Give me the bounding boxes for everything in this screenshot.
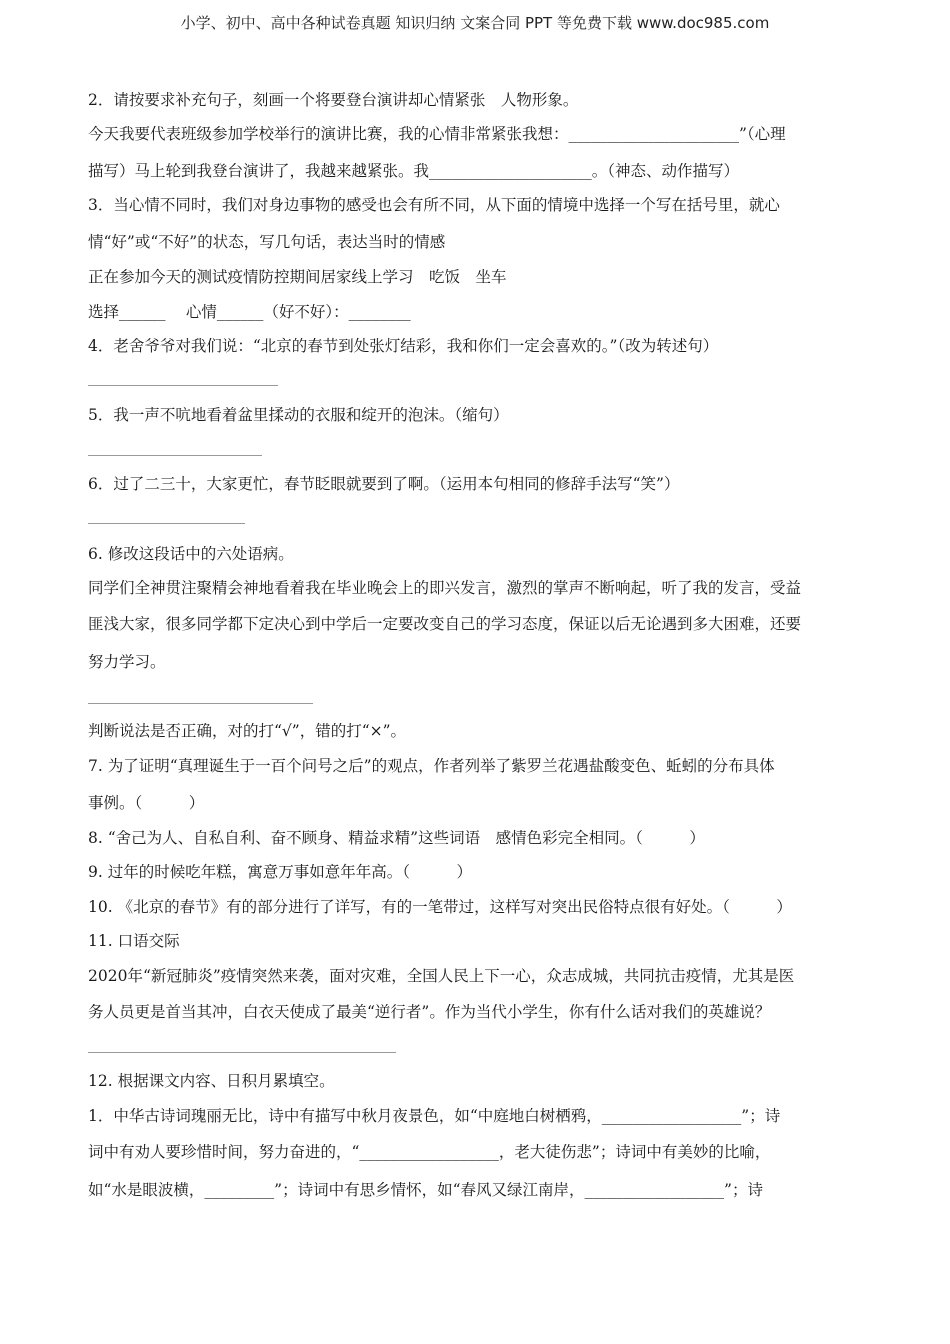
question-12-text-c: 如“水是眼波横，_________”；诗词中有思乡情怀，如“春风又绿江南岸，__________________”；诗 xyxy=(88,1181,763,1199)
paragraph-line-3: 努力学习。 xyxy=(88,653,166,671)
question-12-text-b: 词中有劝人要珍惜时间，努力奋进的，“__________________，老大徒伤悲”；诗词中有美妙的比喻， xyxy=(88,1143,771,1161)
question-10: 10. 《北京的春节》有的部分进行了详写，有的一笔带过，这样写对突出民俗特点很有好处。（ ） xyxy=(88,898,792,916)
question-3-answer: 选择______ 心情______（好不好）：________ xyxy=(88,303,411,321)
answer-line-11 xyxy=(88,1052,396,1053)
question-11-text-b: 务人员更是首当其冲，白衣天使成了最美“逆行者”。作为当代小学生，你有什么话对我们的英雄说？ xyxy=(88,1003,771,1021)
question-2-text-b: 描写）马上轮到我登台演讲了，我越来越紧张。我_____________________。（神态、动作描写） xyxy=(88,162,740,180)
answer-line-5 xyxy=(88,455,262,456)
question-3-options: 正在参加今天的测试疫情防控期间居家线上学习 吃饭 坐车 xyxy=(88,268,507,286)
paragraph-line-1: 同学们全神贯注聚精会神地看着我在毕业晚会上的即兴发言，激烈的掌声不断响起，听了我的发言，受益 xyxy=(88,579,802,597)
question-2: 2．请按要求补充句子，刻画一个将要登台演讲却心情紧张 人物形象。 xyxy=(88,91,579,109)
question-7: 7. 为了证明“真理诞生于一百个问号之后”的观点，作者列举了紫罗兰花遇盐酸变色、蚯蚓的分布具体 xyxy=(88,757,775,775)
question-11-text-a: 2020年“新冠肺炎”疫情突然来袭，面对灾难，全国人民上下一心，众志成城，共同抗击疫情，尤其是医 xyxy=(88,967,795,985)
judge-instruction: 判断说法是否正确，对的打“√”，错的打“×”。 xyxy=(88,722,407,740)
question-8: 8. “舍己为人、自私自利、奋不顾身、精益求精”这些词语 感情色彩完全相同。（ ） xyxy=(88,829,705,847)
question-6b: 6. 修改这段话中的六处语病。 xyxy=(88,545,294,563)
answer-line-6b xyxy=(88,703,313,704)
page-header: 小学、初中、高中各种试卷真题 知识归纳 文案合同 PPT 等免费下载 www.doc985.com xyxy=(180,14,770,32)
answer-line-4 xyxy=(88,385,278,386)
question-11: 11. 口语交际 xyxy=(88,932,180,950)
answer-line-6 xyxy=(88,523,245,524)
question-3: 3．当心情不同时，我们对身边事物的感受也会有所不同，从下面的情境中选择一个写在括号里，就心 xyxy=(88,196,780,214)
question-7-cont: 事例。（ ） xyxy=(88,794,205,812)
question-2-text-a: 今天我要代表班级参加学校举行的演讲比赛，我的心情非常紧张我想：______________________”（心理 xyxy=(88,125,786,143)
question-5: 5．我一声不吭地看着盆里揉动的衣服和绽开的泡沫。（缩句） xyxy=(88,406,509,424)
question-4: 4．老舍爷爷对我们说：“北京的春节到处张灯结彩，我和你们一定会喜欢的。”（改为转述句） xyxy=(88,337,719,355)
question-3-cont: 情“好”或“不好”的状态，写几句话，表达当时的情感 xyxy=(88,233,446,251)
question-9: 9. 过年的时候吃年糕，寓意万事如意年年高。（ ） xyxy=(88,863,472,881)
paragraph-line-2: 匪浅大家，很多同学都下定决心到中学后一定要改变自己的学习态度，保证以后无论遇到多大困难，还要 xyxy=(88,615,802,633)
question-12-text-a: 1．中华古诗词瑰丽无比，诗中有描写中秋月夜景色，如“中庭地白树栖鸦，__________________”；诗 xyxy=(88,1107,781,1125)
question-12: 12. 根据课文内容、日积月累填空。 xyxy=(88,1072,335,1090)
question-6: 6．过了二三十，大家更忙，春节眨眼就要到了啊。（运用本句相同的修辞手法写“笑”） xyxy=(88,475,680,493)
